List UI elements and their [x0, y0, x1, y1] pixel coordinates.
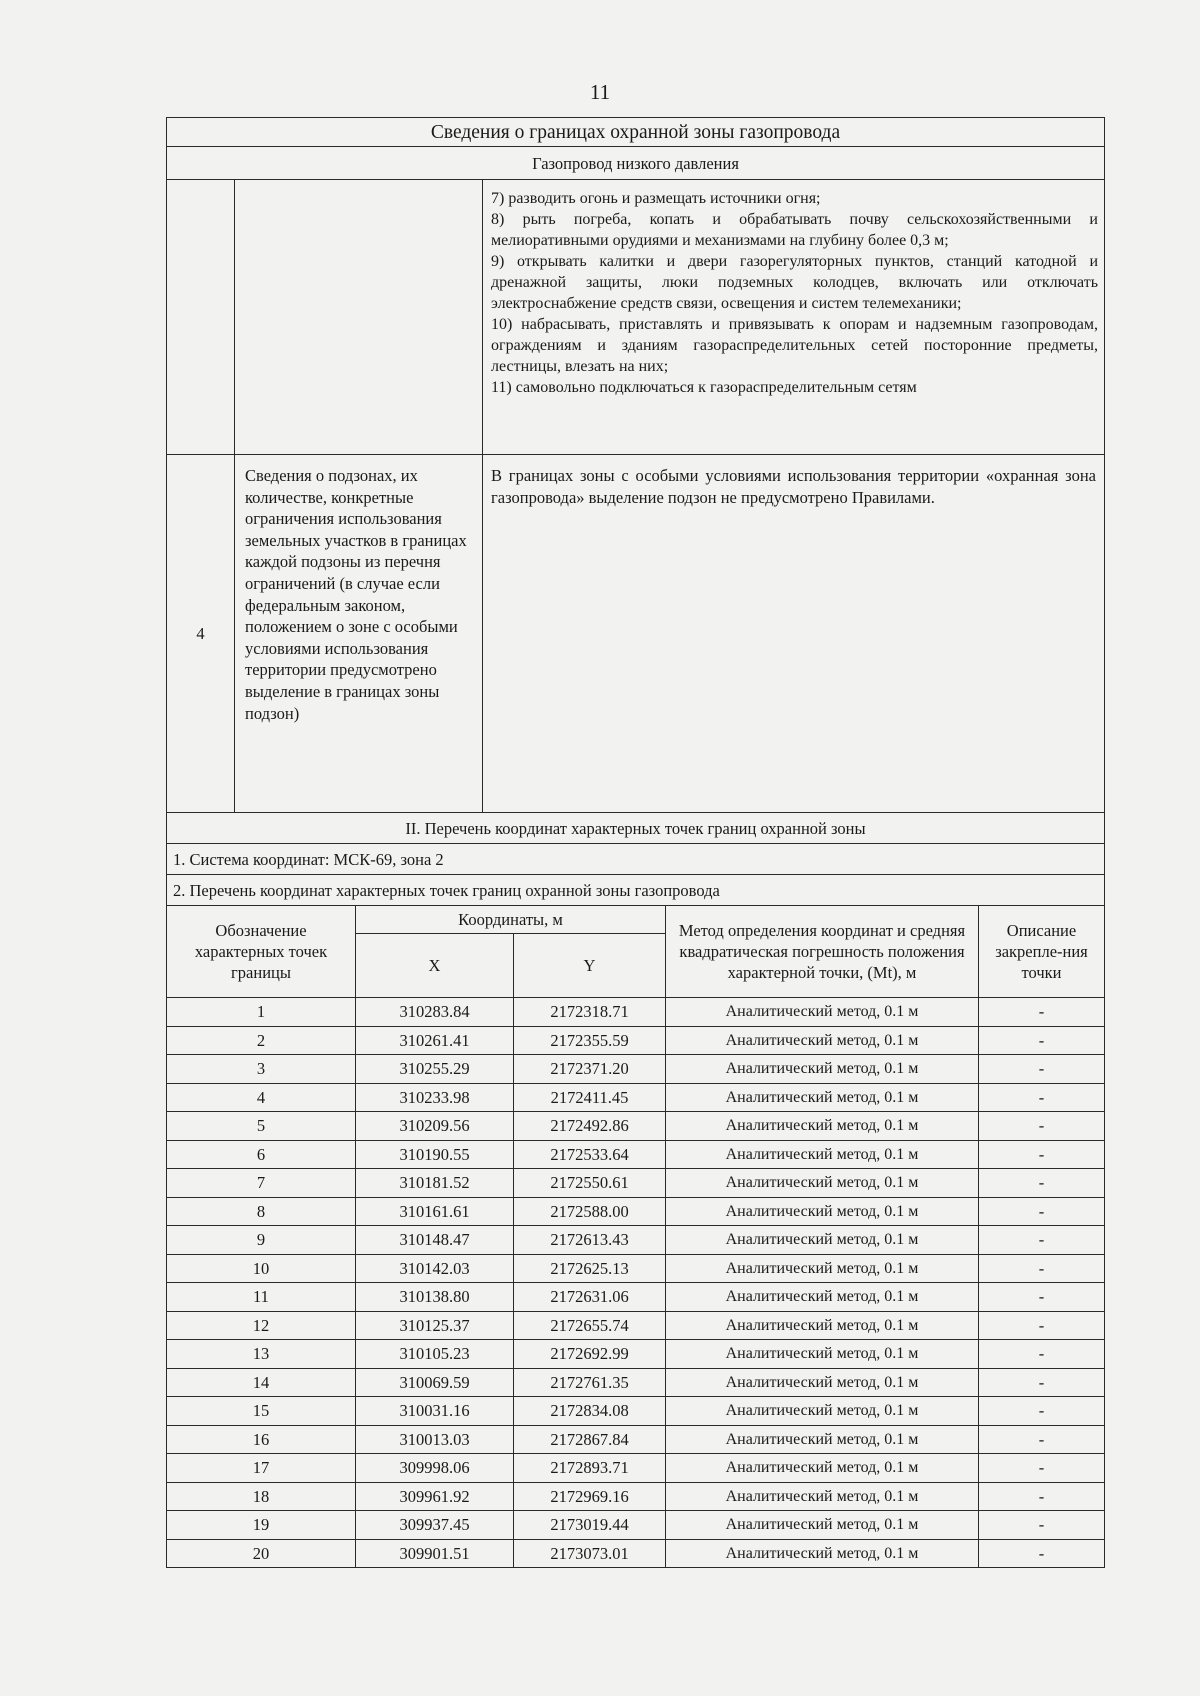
- coord-x: 310283.84: [356, 998, 514, 1027]
- table-row: [167, 1454, 1105, 1483]
- point-number: 16: [167, 1425, 356, 1454]
- description: -: [979, 1197, 1105, 1226]
- method: Аналитический метод, 0.1 м: [666, 1055, 979, 1084]
- point-number: 12: [167, 1311, 356, 1340]
- method: Аналитический метод, 0.1 м: [666, 1112, 979, 1141]
- coord-y: 2172625.13: [514, 1254, 666, 1283]
- method: Аналитический метод, 0.1 м: [666, 1511, 979, 1540]
- description: -: [979, 1539, 1105, 1568]
- table-row: [167, 1539, 1105, 1568]
- table-row: [167, 1055, 1105, 1084]
- point-number: 4: [167, 1083, 356, 1112]
- method: Аналитический метод, 0.1 м: [666, 1140, 979, 1169]
- description: -: [979, 1226, 1105, 1255]
- coordinate-system: 1. Система координат: МСК-69, зона 2: [167, 844, 1105, 875]
- method: Аналитический метод, 0.1 м: [666, 1368, 979, 1397]
- subzones-label: Сведения о подзонах, их количестве, конкретные ограничения использования земельных участков в границах каждой подзоны из перечня ограничений (в случае если федеральным законом, положением о зоне с особыми условиями использования территории предусмотрено выделение в границах зоны подзон): [235, 455, 483, 813]
- coordinates-table: [166, 905, 1105, 1568]
- method: Аналитический метод, 0.1 м: [666, 1226, 979, 1255]
- point-number: 7: [167, 1169, 356, 1198]
- method: Аналитический метод, 0.1 м: [666, 1026, 979, 1055]
- table-row: [167, 1083, 1105, 1112]
- header-y: Y: [514, 934, 666, 998]
- zone-info-table: [166, 117, 1105, 906]
- coord-y: 2172492.86: [514, 1112, 666, 1141]
- coord-x: 310125.37: [356, 1311, 514, 1340]
- point-number: 17: [167, 1454, 356, 1483]
- method: Аналитический метод, 0.1 м: [666, 998, 979, 1027]
- coord-y: 2172550.61: [514, 1169, 666, 1198]
- coord-y: 2172692.99: [514, 1340, 666, 1369]
- table-row: [167, 1112, 1105, 1141]
- coord-x: 310181.52: [356, 1169, 514, 1198]
- point-number: 13: [167, 1340, 356, 1369]
- coord-x: 310148.47: [356, 1226, 514, 1255]
- table-row: [167, 1311, 1105, 1340]
- empty-number-cell: [167, 180, 235, 455]
- table-row: [167, 1140, 1105, 1169]
- method: Аналитический метод, 0.1 м: [666, 1311, 979, 1340]
- coord-x: 309961.92: [356, 1482, 514, 1511]
- prohibition-item: 8) рыть погреба, копать и обрабатывать почву сельскохозяйственными и мелиоративными орудиями и механизмами на глубину более 0,3 м;: [491, 211, 1098, 249]
- document-sheet: [166, 117, 1105, 1568]
- coord-y: 2172867.84: [514, 1425, 666, 1454]
- empty-label-cell: [235, 180, 483, 455]
- point-number: 6: [167, 1140, 356, 1169]
- coord-y: 2172371.20: [514, 1055, 666, 1084]
- document-subtitle: Газопровод низкого давления: [167, 147, 1105, 180]
- description: -: [979, 1026, 1105, 1055]
- description: -: [979, 1254, 1105, 1283]
- coord-y: 2173019.44: [514, 1511, 666, 1540]
- coord-x: 310261.41: [356, 1026, 514, 1055]
- coord-x: 309901.51: [356, 1539, 514, 1568]
- point-number: 2: [167, 1026, 356, 1055]
- point-number: 18: [167, 1482, 356, 1511]
- coord-x: 310013.03: [356, 1425, 514, 1454]
- point-number: 20: [167, 1539, 356, 1568]
- method: Аналитический метод, 0.1 м: [666, 1482, 979, 1511]
- coord-x: 310233.98: [356, 1083, 514, 1112]
- header-coords: Координаты, м: [356, 906, 666, 934]
- point-number: 5: [167, 1112, 356, 1141]
- coord-y: 2172834.08: [514, 1397, 666, 1426]
- header-x: X: [356, 934, 514, 998]
- coord-y: 2172411.45: [514, 1083, 666, 1112]
- table-row: [167, 1340, 1105, 1369]
- point-number: 19: [167, 1511, 356, 1540]
- point-number: 8: [167, 1197, 356, 1226]
- coord-x: 310142.03: [356, 1254, 514, 1283]
- description: -: [979, 1169, 1105, 1198]
- coord-y: 2172969.16: [514, 1482, 666, 1511]
- point-number: 14: [167, 1368, 356, 1397]
- prohibition-item: 10) набрасывать, приставлять и привязывать к опорам и надземным газопроводам, ограждениям и зданиям газораспределительных сетей посторонние предметы, лестницы, влезать на них;: [491, 316, 1098, 375]
- subzones-text: В границах зоны с особыми условиями использования территории «охранная зона газопровода» выделение подзон не предусмотрено Правилами.: [483, 455, 1105, 813]
- table-row: [167, 1397, 1105, 1426]
- coord-x: 310031.16: [356, 1397, 514, 1426]
- method: Аналитический метод, 0.1 м: [666, 1169, 979, 1198]
- point-number: 1: [167, 998, 356, 1027]
- description: -: [979, 1397, 1105, 1426]
- header-point: Обозначение характерных точек границы: [167, 906, 356, 998]
- coord-x: 310161.61: [356, 1197, 514, 1226]
- point-number: 11: [167, 1283, 356, 1312]
- coord-x: 310105.23: [356, 1340, 514, 1369]
- coord-y: 2172655.74: [514, 1311, 666, 1340]
- header-method: Метод определения координат и средняя квадратическая погрешность положения характерной точки, (Mt), м: [666, 906, 979, 998]
- prohibition-item: 9) открывать калитки и двери газорегуляторных пунктов, станций катодной и дренажной защиты, люки подземных колодцев, включать или отключать электроснабжение средств связи, освещения и систем телемеханики;: [491, 253, 1098, 312]
- table-row: [167, 998, 1105, 1027]
- prohibition-item: 11) самовольно подключаться к газораспределительным сетям: [491, 379, 917, 396]
- description: -: [979, 1083, 1105, 1112]
- table-row: [167, 1368, 1105, 1397]
- description: -: [979, 1454, 1105, 1483]
- section-2-title: II. Перечень координат характерных точек границ охранной зоны: [167, 813, 1105, 844]
- coord-y: 2172631.06: [514, 1283, 666, 1312]
- subzones-row: [167, 455, 1105, 813]
- method: Аналитический метод, 0.1 м: [666, 1454, 979, 1483]
- coord-y: 2173073.01: [514, 1539, 666, 1568]
- table-row: [167, 1511, 1105, 1540]
- method: Аналитический метод, 0.1 м: [666, 1197, 979, 1226]
- coordinate-list-title: 2. Перечень координат характерных точек границ охранной зоны газопровода: [167, 875, 1105, 906]
- description: -: [979, 1283, 1105, 1312]
- table-row: [167, 1169, 1105, 1198]
- table-row: [167, 1197, 1105, 1226]
- table-row: [167, 1283, 1105, 1312]
- description: -: [979, 1311, 1105, 1340]
- coord-x: 310209.56: [356, 1112, 514, 1141]
- point-number: 3: [167, 1055, 356, 1084]
- coord-y: 2172893.71: [514, 1454, 666, 1483]
- method: Аналитический метод, 0.1 м: [666, 1397, 979, 1426]
- table-row: [167, 1226, 1105, 1255]
- description: -: [979, 1340, 1105, 1369]
- document-title: Сведения о границах охранной зоны газопровода: [167, 118, 1105, 147]
- table-row: [167, 1254, 1105, 1283]
- method: Аналитический метод, 0.1 м: [666, 1283, 979, 1312]
- method: Аналитический метод, 0.1 м: [666, 1083, 979, 1112]
- subzones-number: 4: [167, 455, 235, 813]
- method: Аналитический метод, 0.1 м: [666, 1539, 979, 1568]
- coord-x: 310138.80: [356, 1283, 514, 1312]
- prohibitions-row: [167, 180, 1105, 455]
- coord-y: 2172761.35: [514, 1368, 666, 1397]
- coord-x: 309937.45: [356, 1511, 514, 1540]
- point-number: 15: [167, 1397, 356, 1426]
- header-description: Описание закрепле-ния точки: [979, 906, 1105, 998]
- coord-x: 310069.59: [356, 1368, 514, 1397]
- coord-x: 310190.55: [356, 1140, 514, 1169]
- description: -: [979, 1482, 1105, 1511]
- description: -: [979, 1511, 1105, 1540]
- table-row: [167, 1482, 1105, 1511]
- page-number: 11: [589, 80, 611, 104]
- description: -: [979, 1140, 1105, 1169]
- method: Аналитический метод, 0.1 м: [666, 1254, 979, 1283]
- point-number: 10: [167, 1254, 356, 1283]
- coord-x: 309998.06: [356, 1454, 514, 1483]
- table-row: [167, 1425, 1105, 1454]
- method: Аналитический метод, 0.1 м: [666, 1425, 979, 1454]
- table-row: [167, 1026, 1105, 1055]
- coord-y: 2172355.59: [514, 1026, 666, 1055]
- coord-y: 2172318.71: [514, 998, 666, 1027]
- description: -: [979, 1055, 1105, 1084]
- point-number: 9: [167, 1226, 356, 1255]
- description: -: [979, 1425, 1105, 1454]
- description: -: [979, 1368, 1105, 1397]
- coord-y: 2172613.43: [514, 1226, 666, 1255]
- coord-y: 2172533.64: [514, 1140, 666, 1169]
- description: -: [979, 1112, 1105, 1141]
- coord-x: 310255.29: [356, 1055, 514, 1084]
- description: -: [979, 998, 1105, 1027]
- method: Аналитический метод, 0.1 м: [666, 1340, 979, 1369]
- prohibition-item: 7) разводить огонь и размещать источники огня;: [491, 190, 821, 207]
- prohibitions-list: [483, 180, 1105, 455]
- coord-y: 2172588.00: [514, 1197, 666, 1226]
